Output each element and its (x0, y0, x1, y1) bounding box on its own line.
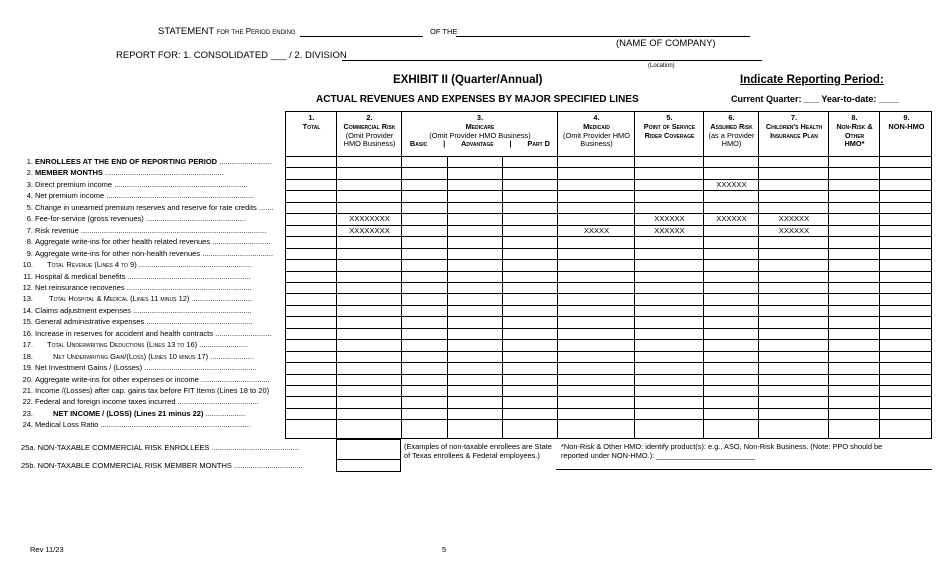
column-name: Medicare (465, 121, 495, 131)
sub-separator: | (509, 139, 512, 149)
medicare-subcolumns (402, 140, 558, 149)
column-name: Total (302, 121, 321, 131)
row-number: 23. (22, 409, 33, 418)
row-label-16 (21, 329, 273, 338)
revenue-expense-grid (285, 111, 932, 439)
row-label-10 (21, 260, 273, 269)
row-label-2 (21, 168, 273, 177)
row-divider (286, 316, 931, 317)
row-label-20 (21, 375, 273, 384)
column-name: Medicaid (583, 121, 610, 131)
leader-dots: ....................................... (175, 397, 259, 406)
row-text: Fee-for-service (gross revenues) (35, 214, 144, 223)
row-number: 19. (22, 363, 33, 372)
not-applicable-mark: XXXXX (583, 226, 610, 235)
leader-dots: ...................................................... (136, 260, 252, 269)
reporting-period-title: Indicate Reporting Period: (740, 74, 884, 86)
row-label-14 (21, 306, 273, 315)
not-applicable-mark: XXXXXX (778, 226, 810, 235)
column-divider (401, 112, 402, 438)
row-text: Aggregate write-ins for other health related revenues (35, 237, 211, 246)
column-number: 8. (851, 113, 858, 122)
row-number: 9. (26, 249, 33, 258)
leader-dots: ................................................ (143, 214, 246, 223)
row-label-9 (21, 249, 273, 258)
row-text: Income /(Losses) after cap. gains tax before FIT Items (Lines 18 to 20) (35, 386, 270, 395)
column-name: NON-HMO (888, 121, 925, 131)
row-label-4 (21, 191, 273, 200)
row-number: 18. (22, 352, 33, 361)
leader-dots: ......................... (217, 157, 272, 166)
not-applicable-mark: XXXXXX (654, 226, 685, 235)
revision-label: Rev 11/23 (30, 545, 64, 554)
column-divider (557, 112, 558, 438)
row-label-24 (21, 420, 273, 429)
column-note: (Omit Provider HMO Business) (563, 130, 630, 149)
row-number: 22. (22, 397, 33, 406)
row-divider (286, 362, 931, 363)
leader-dots: ................... (203, 409, 246, 418)
not-applicable-mark: XXXXXX (778, 214, 810, 223)
row-label-5 (21, 203, 273, 212)
leader-dots: ................................................... (144, 317, 253, 326)
row-25b-input[interactable] (336, 459, 401, 472)
row-text: General administrative expenses (35, 317, 145, 326)
leader-dots: ......................................................... (130, 306, 252, 315)
row-divider (286, 385, 931, 386)
row-number: 2. (26, 168, 33, 177)
row-number: 6. (26, 214, 33, 223)
leader-dots: ....................... (197, 340, 248, 349)
column-name: Point of Service Rider Coverage (643, 121, 696, 140)
row-divider (286, 305, 931, 306)
column-number: 7. (790, 113, 798, 122)
column-header-4 (558, 114, 635, 149)
leader-dots: ......................................................... (102, 168, 224, 177)
row-text: Total Underwriting Deductions (Lines 13 to 16) (47, 340, 198, 349)
medicare-sub-1: Advantage (460, 139, 494, 149)
row-label-7 (21, 226, 273, 235)
row-number: 5. (26, 203, 33, 212)
row-number: 20. (22, 375, 33, 384)
row-number: 16. (22, 329, 33, 338)
row-number: 17. (22, 340, 33, 349)
leader-dots: ................................. (198, 375, 270, 384)
leader-dots: ....................................................................... (104, 191, 255, 200)
row-divider (286, 408, 931, 409)
not-applicable-mark: XXXXXX (716, 214, 747, 223)
row-text: Medical Loss Ratio (35, 420, 99, 429)
company-name-label: (NAME OF COMPANY) (616, 38, 716, 49)
row-number: 15. (22, 317, 33, 326)
row-label-19 (21, 363, 273, 372)
not-applicable-mark: XXXXXX (654, 214, 685, 223)
row-label-8 (21, 237, 273, 246)
column-number: 5. (666, 113, 673, 122)
row-number: 12. (22, 283, 33, 292)
row-number: 7. (26, 226, 33, 235)
non-risk-note-rule (556, 469, 932, 470)
leader-dots: .................................. (200, 249, 273, 258)
leader-dots: ......................................................................................... (78, 226, 267, 235)
column-header-1 (286, 114, 337, 132)
row-divider (286, 271, 931, 272)
leader-dots: ............................ (210, 237, 271, 246)
row-text: Total Revenue (Lines 4 to 9) (47, 260, 137, 269)
row-number: 24. (22, 420, 33, 429)
reporting-period-options[interactable]: Current Quarter: ___ Year-to-date: ____ (731, 94, 899, 104)
leader-dots: ............................. (189, 294, 252, 303)
column-number: 2. (366, 113, 373, 122)
column-number: 3. (476, 113, 484, 122)
statement-label: STATEMENT for the Period ending (158, 26, 296, 37)
sub-separator: | (443, 139, 446, 149)
column-divider (336, 112, 337, 438)
column-divider (828, 112, 829, 438)
column-name: Children's Health Insurance Plan (765, 121, 823, 140)
row-text: MEMBER MONTHS (35, 168, 103, 177)
row-label-11 (21, 272, 273, 281)
row-text: ENROLLEES AT THE END OF REPORTING PERIOD (35, 157, 218, 166)
row-divider (286, 419, 931, 420)
page-number: 5 (442, 545, 447, 554)
row-number: 13. (22, 294, 33, 303)
of-the-label: OF THE (430, 27, 458, 36)
row-text: Direct premium income (35, 180, 113, 189)
medicare-sub-0: Basic (409, 139, 428, 149)
report-for-label: REPORT FOR: 1. CONSOLIDATED ___ / 2. DIVISION (116, 50, 347, 61)
row-text: Total Hospital & Medical (Lines 11 minus 12) (49, 294, 190, 303)
leader-dots: ..................... (208, 352, 254, 361)
column-note: (Omit Provider HMO Business) (429, 130, 531, 140)
row-text: Federal and foreign income taxes incurred (35, 397, 176, 406)
row-25a-label: 25a. NON-TAXABLE COMMERCIAL RISK ENROLLEES .......................................... (21, 443, 300, 452)
column-divider (634, 112, 635, 438)
row-text: Hospital & medical benefits (35, 272, 126, 281)
not-applicable-mark: XXXXXXXX (349, 226, 390, 235)
row-text: Net premium income (35, 191, 105, 200)
row-label-23 (21, 409, 273, 418)
row-divider (286, 236, 931, 237)
medicare-sub-2: Part D (527, 139, 551, 149)
row-text: Aggregate write-ins for other expenses or income (35, 375, 199, 384)
row-divider (286, 259, 931, 260)
exhibit-subtitle: ACTUAL REVENUES AND EXPENSES BY MAJOR SPECIFIED LINES (316, 94, 639, 105)
row-25a-input[interactable] (336, 439, 401, 460)
column-name: Non-Risk & Other HMO* (836, 121, 873, 149)
leader-dots: ........................................................................ (98, 420, 251, 429)
exhibit-title: EXHIBIT II (Quarter/Annual) (393, 74, 543, 86)
row-divider (286, 190, 931, 191)
row-divider (286, 351, 931, 352)
location-label: (Location) (648, 63, 675, 69)
leader-dots: ........................................................... (125, 272, 251, 281)
row-label-6 (21, 214, 273, 223)
row-divider (286, 374, 931, 375)
row-number: 10. (22, 260, 33, 269)
leader-dots: ........................... (213, 329, 272, 338)
column-number: 6. (728, 113, 735, 122)
row-label-1 (21, 157, 273, 166)
row-number: 14. (22, 306, 33, 315)
column-number: 9. (903, 113, 910, 122)
row-label-15 (21, 317, 273, 326)
column-divider (879, 112, 880, 438)
row-number: 4. (26, 191, 33, 200)
leader-dots: ............................................................ (124, 283, 252, 292)
row-text: Claims adjustment expenses (35, 306, 131, 315)
row-text: Net Investment Gains / (Losses) (35, 363, 143, 372)
column-divider (758, 112, 759, 438)
row-label-3 (21, 180, 273, 189)
not-applicable-mark: XXXXXXXX (349, 214, 390, 223)
row-divider (286, 156, 931, 157)
column-header-2 (337, 114, 402, 149)
column-header-7 (759, 114, 829, 140)
row-label-13 (21, 294, 273, 303)
column-number: 1. (308, 113, 315, 122)
row-divider (286, 167, 931, 168)
period-ending-line[interactable] (300, 36, 423, 37)
row-divider (286, 179, 931, 180)
row-number: 8. (26, 237, 33, 246)
row-label-22 (21, 397, 273, 406)
column-name: Commercial Risk (343, 121, 396, 131)
row-label-21 (21, 386, 273, 395)
row-text: Risk revenue (35, 226, 79, 235)
row-divider (286, 202, 931, 203)
row-divider (286, 396, 931, 397)
not-applicable-mark: XXXXXX (716, 180, 747, 189)
non-risk-note: *Non-Risk & Other HMO: identify product(s): e.g., ASO, Non-Risk Business. (Note: PPO should be reported under NON-HMO.): ________________________ (561, 442, 883, 460)
row-label-12 (21, 283, 273, 292)
row-number: 21. (22, 386, 33, 395)
row-text: Net Underwriting Gain/(Loss) (Lines 10 minus 17) (53, 352, 209, 361)
row-text: Increase in reserves for accident and health contracts (35, 329, 214, 338)
row-divider (286, 248, 931, 249)
row-25b-label: 25b. NON-TAXABLE COMMERCIAL RISK MEMBER MONTHS ................................. (21, 461, 303, 470)
column-header-8 (829, 114, 880, 149)
company-name-line[interactable] (456, 36, 750, 37)
column-header-6 (704, 114, 759, 149)
row-text: Net reinsurance recoveries (35, 283, 125, 292)
row-text: Aggregate write-ins for other non-health revenues (35, 249, 201, 258)
column-note: (as a Provider HMO) (708, 130, 755, 149)
column-number: 4. (593, 113, 600, 122)
row-number: 1. (26, 157, 33, 166)
row-divider (286, 293, 931, 294)
row-text: Change in unearned premium reserves and reserve for rate credits (35, 203, 257, 212)
row-label-17 (21, 340, 273, 349)
column-header-9 (880, 114, 933, 132)
column-divider (703, 112, 704, 438)
row-label-18 (21, 352, 273, 361)
row-divider (286, 339, 931, 340)
column-name: Assumed Risk (710, 121, 753, 131)
leader-dots: ....... (256, 203, 273, 212)
row-number: 3. (26, 180, 33, 189)
row-number: 11. (23, 272, 33, 281)
row-divider (286, 282, 931, 283)
column-header-5 (635, 114, 704, 140)
column-note: (Omit Provider HMO Business) (343, 130, 396, 149)
non-taxable-examples-note: (Examples of non-taxable enrollees are State of Texas enrollees & Federal employees.) (404, 442, 552, 460)
row-divider (286, 328, 931, 329)
division-line[interactable] (342, 60, 762, 61)
column-header-3 (402, 114, 558, 149)
leader-dots: ...................................................... (142, 363, 257, 372)
row-text: NET INCOME / (LOSS) (Lines 21 minus 22) (53, 409, 204, 418)
leader-dots: ................................................................ (112, 180, 248, 189)
